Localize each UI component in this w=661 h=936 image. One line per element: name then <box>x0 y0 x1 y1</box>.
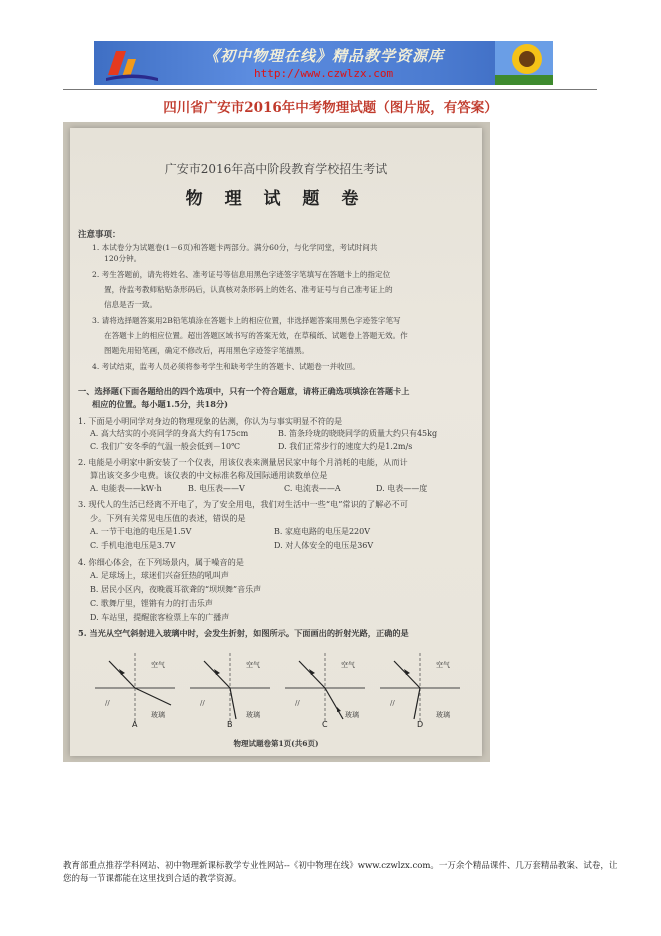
notes-line: 1. 本试卷分为试题卷(1－6页)和答题卡两部分。满分60分，与化学同堂，考试时间共 <box>92 243 378 252</box>
diagram-b <box>190 653 270 728</box>
diagram-d-label: D <box>417 720 424 728</box>
question-1-option-d: D. 我们正常步行的速度大约是1.2m/s <box>278 442 413 451</box>
question-1-option-b: B. 笛条玲珑的晓晓同学的质量大约只有45kg <box>278 429 438 438</box>
question-3-option-b: B. 家庭电路的电压是220V <box>274 527 371 536</box>
question-1: 1. 下面是小明同学对身边的物理现象的估测，你认为与事实明显不符的是 <box>78 416 343 426</box>
question-5: 5. 当光从空气斜射进入玻璃中时，会发生折射，如图所示。下面画出的折射光路，正确的是 <box>78 628 409 638</box>
question-4: 4. 你细心体会，在下列场景内，属于噪音的是 <box>78 557 244 567</box>
question-3-option-c: C. 手机电池电压是3.7V <box>90 541 176 550</box>
glass-label: 玻璃 <box>345 711 359 719</box>
glass-label: 玻璃 <box>151 711 165 719</box>
section-title-line2: 相应的位置。每小题1.5分，共18分) <box>92 399 228 409</box>
question-2-line2: 算出该交多少电费。该仪表的中文标准名称及国际通用读数单位是 <box>90 470 328 480</box>
question-3-option-a: A. 一节干电池的电压是1.5V <box>90 527 192 536</box>
question-1-option-c: C. 我们广安冬季的气温一般会低到－10℃ <box>90 442 241 451</box>
sunflower-icon <box>495 41 553 85</box>
question-2: 2. 电能是小明家中新安装了一个仪表，用该仪表来测量居民家中每个月消耗的电能，从而计 <box>78 457 408 467</box>
notes-line: 图题先用铅笔画，确定不修改后，再用黑色字迹签字笔描黑。 <box>104 346 310 355</box>
question-2-option-b: B. 电压表——V <box>188 484 245 493</box>
notes-line: 120分钟。 <box>104 254 142 263</box>
exam-photo <box>63 122 490 762</box>
exam-page-footer: 物理试题卷第1页(共6页) <box>233 739 319 748</box>
notes-line: 在答题卡上的相应位置。超出答题区域书写的答案无效，在草稿纸、试题卷上答题无效。作 <box>104 331 408 340</box>
notes-line: 2. 考生答题前，请先将姓名、准考证号等信息用黑色字迹签字笔填写在答题卡上的指定位 <box>92 270 391 279</box>
page-title: 四川省广安市2016年中考物理试题（图片版，有答案） <box>163 100 498 116</box>
notes-heading: 注意事项： <box>78 230 121 240</box>
question-3-line2: 少。下列有关常见电压值的表述，错误的是 <box>90 513 246 523</box>
question-3-option-d: D. 对人体安全的电压是36V <box>274 541 374 550</box>
diagram-c-label: C <box>322 720 328 728</box>
air-label: 空气 <box>246 661 260 669</box>
exam-title: 物 理 试 题 卷 <box>185 189 367 209</box>
svg-text://: // <box>200 699 205 707</box>
svg-text://: // <box>105 699 110 707</box>
air-label: 空气 <box>436 661 450 669</box>
notes-line: 信息是否一致。 <box>104 300 158 309</box>
section-title: 一、选择题(下面各题给出的四个选项中，只有一个符合题意，请将正确选项填涂在答题卡上 <box>78 386 410 396</box>
question-2-option-a: A. 电能表——kW·h <box>90 484 162 493</box>
question-4-option-a: A. 足球场上，球迷们兴奋狂热的吼叫声 <box>90 571 229 580</box>
notes-line: 4. 考试结束，监考人员必须将参考学生和缺考学生的答题卡、试题卷一并收回。 <box>92 362 360 371</box>
glass-label: 玻璃 <box>246 711 260 719</box>
question-2-option-c: C. 电流表——A <box>284 484 341 493</box>
header-banner <box>94 41 553 85</box>
svg-text://: // <box>295 699 300 707</box>
diagram-a-label: A <box>132 720 138 728</box>
page-footer: 教育部重点推荐学科网站、初中物理新课标教学专业性网站--《初中物理在线》www.czwlzx.com。一万余个精品课件、几万套精品教案、试卷，让您的每一节课都能在这里找到合适的教学资源。 <box>63 861 618 884</box>
banner-url[interactable]: http://www.czwlzx.com <box>254 67 394 80</box>
notes-line: 3. 请将选择题答案用2B铅笔填涂在答题卡上的相应位置，非选择题答案用黑色字迹签字笔写 <box>92 316 401 325</box>
site-logo-icon <box>102 45 162 83</box>
diagram-b-label: B <box>227 720 233 728</box>
question-1-option-a: A. 高大结实的小亮同学的身高大约有175cm <box>90 429 249 438</box>
svg-text://: // <box>390 699 395 707</box>
question-4-option-b: B. 居民小区内，夜晚震耳欲聋的“坝坝舞”音乐声 <box>90 585 262 594</box>
banner-title: 《初中物理在线》精品教学资源库 <box>204 47 445 65</box>
exam-paper <box>70 128 482 756</box>
glass-label: 玻璃 <box>436 711 450 719</box>
question-4-option-c: C. 歌舞厅里，铿锵有力的打击乐声 <box>90 599 213 608</box>
question-2-option-d: D. 电表——度 <box>376 484 428 493</box>
diagram-a <box>95 653 175 728</box>
refraction-diagrams <box>90 643 470 728</box>
exam-header: 广安市2016年高中阶段教育学校招生考试 <box>164 162 388 176</box>
diagram-d <box>380 653 460 728</box>
header-divider <box>63 89 597 90</box>
question-3: 3. 现代人的生活已经离不开电了，为了安全用电，我们对生活中一些“电”常识的了解必不可 <box>78 499 408 509</box>
air-label: 空气 <box>341 661 355 669</box>
question-4-option-d: D. 车站里，提醒旅客检票上车的广播声 <box>90 613 230 622</box>
diagram-c <box>285 653 365 728</box>
air-label: 空气 <box>151 661 165 669</box>
notes-line: 置，待监考教师粘贴条形码后，认真核对条形码上的姓名、准考证号与自己准考证上的 <box>104 285 393 294</box>
